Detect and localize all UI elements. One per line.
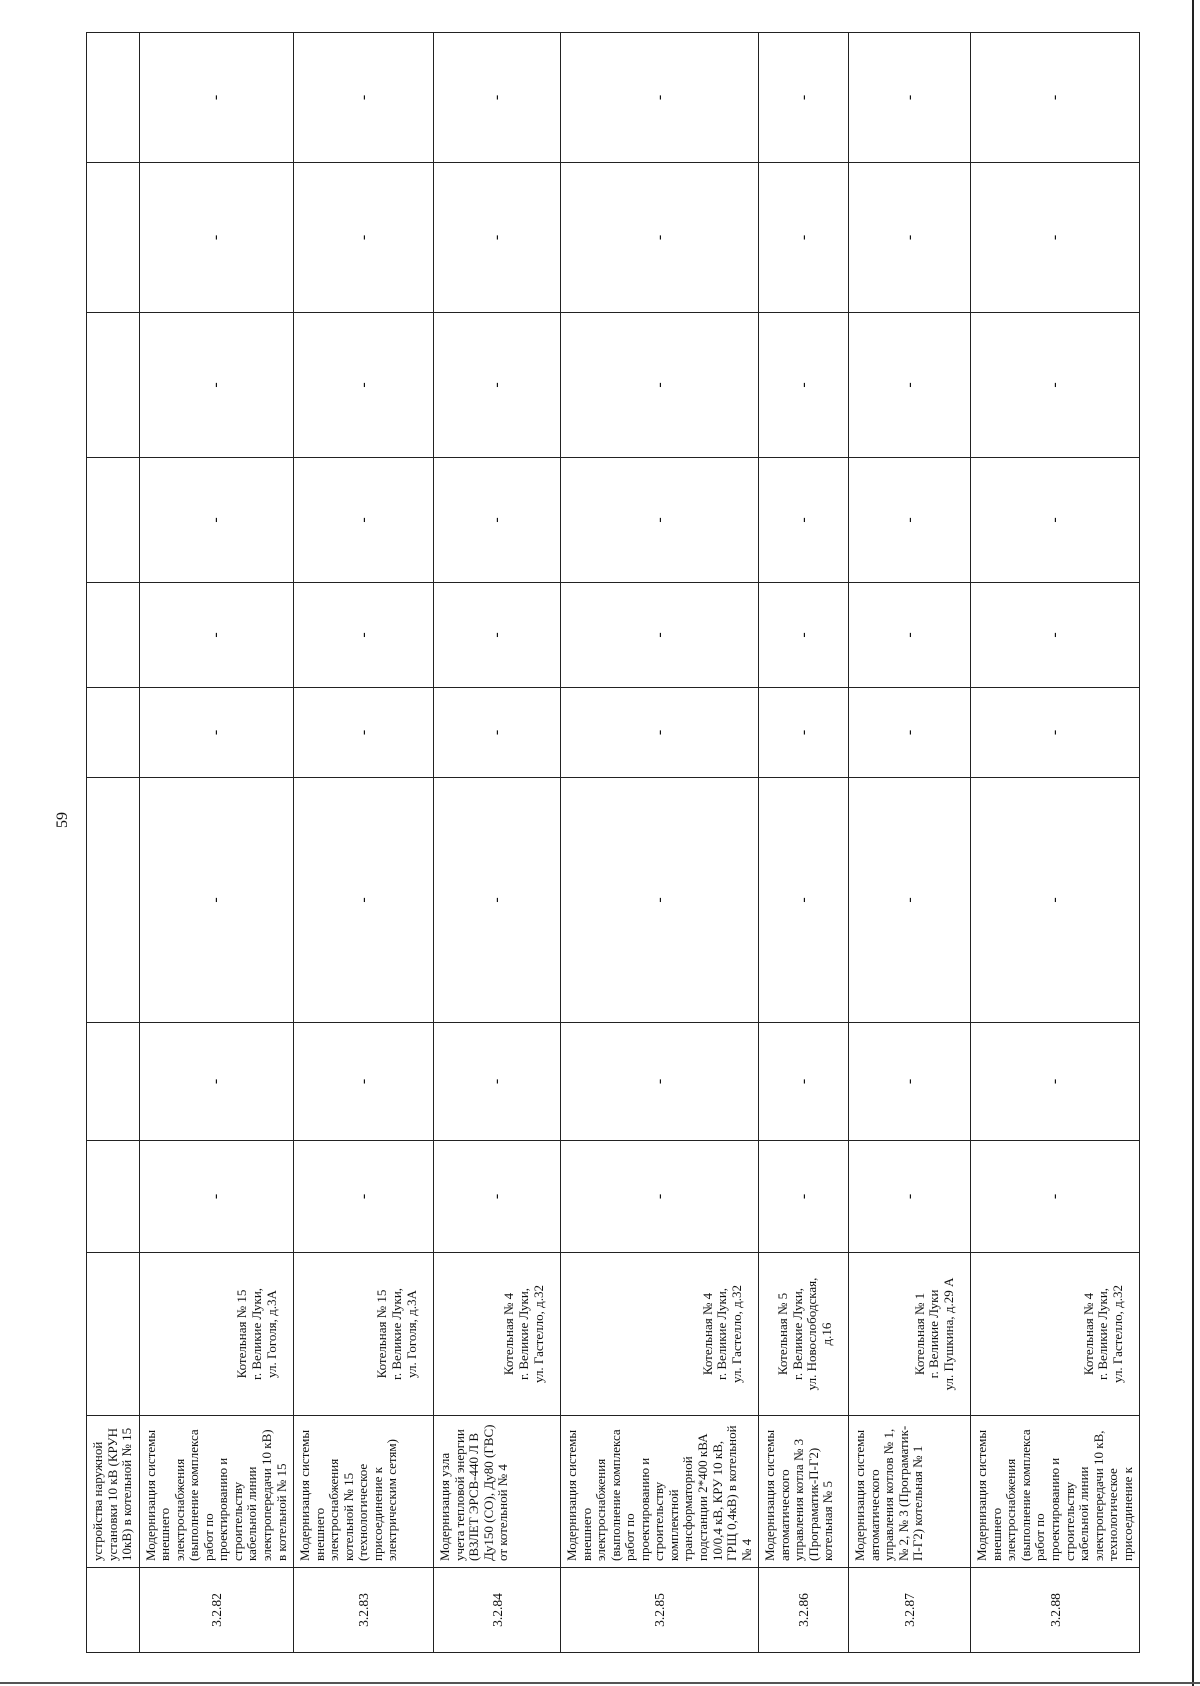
dash-cell: - bbox=[759, 1023, 849, 1141]
empty-cell bbox=[87, 1141, 140, 1253]
page-number: 59 bbox=[54, 812, 71, 828]
table-row bbox=[434, 33, 561, 1653]
dash-cell: - bbox=[434, 313, 561, 458]
dash-cell: - bbox=[971, 163, 1140, 313]
empty-cell bbox=[87, 688, 140, 778]
dash-cell: - bbox=[294, 688, 434, 778]
table-row bbox=[759, 33, 849, 1653]
dash-cell: - bbox=[139, 1023, 293, 1141]
dash-cell: - bbox=[294, 313, 434, 458]
empty-cell bbox=[87, 1023, 140, 1141]
dash-cell: - bbox=[561, 1141, 759, 1253]
dash-cell: - bbox=[434, 688, 561, 778]
dash-cell: - bbox=[759, 1141, 849, 1253]
table-row bbox=[849, 33, 971, 1653]
row-description-cell: Модернизация системы внешнего электроснабжения (выполнение комплекса работ по проектированию и строительству комплектной трансформаторной подстанции 2*400 кВА 10/0,4 кВ, КРУ 10 кВ, ГРЩ 0,4кВ) в котельной № 4 bbox=[561, 1416, 759, 1568]
empty-cell bbox=[87, 458, 140, 583]
dash-cell: - bbox=[139, 778, 293, 1023]
dash-cell: - bbox=[294, 1141, 434, 1253]
dash-cell: - bbox=[434, 458, 561, 583]
row-location-cell: Котельная № 15 г. Великие Луки, ул. Гоголя, д.3А bbox=[139, 1253, 293, 1416]
empty-cell bbox=[87, 313, 140, 458]
dash-cell: - bbox=[294, 33, 434, 163]
dash-cell: - bbox=[434, 163, 561, 313]
dash-cell: - bbox=[849, 33, 971, 163]
row-location-cell: Котельная № 1 г. Великие Луки ул. Пушкина, д.29 А bbox=[849, 1253, 971, 1416]
dash-cell: - bbox=[561, 778, 759, 1023]
row-location-cell: Котельная № 4 г. Великие Луки, ул. Гастелло, д.32 bbox=[561, 1253, 759, 1416]
row-description-cell: устройства наружной установки 10 кВ (КРУН 10кВ) в котельной № 15 bbox=[87, 1416, 140, 1568]
dash-cell: - bbox=[971, 583, 1140, 688]
empty-cell bbox=[87, 583, 140, 688]
dash-cell: - bbox=[139, 313, 293, 458]
dash-cell: - bbox=[561, 313, 759, 458]
dash-cell: - bbox=[434, 1023, 561, 1141]
table-row bbox=[561, 33, 759, 1653]
dash-cell: - bbox=[971, 33, 1140, 163]
dash-cell: - bbox=[139, 583, 293, 688]
row-number-cell: 3.2.85 bbox=[561, 1568, 759, 1653]
dash-cell: - bbox=[294, 1023, 434, 1141]
dash-cell: - bbox=[294, 778, 434, 1023]
scan-edge-bottom bbox=[0, 1682, 1200, 1684]
dash-cell: - bbox=[139, 1141, 293, 1253]
table-body bbox=[87, 33, 1140, 1653]
dash-cell: - bbox=[294, 583, 434, 688]
row-number-cell: 3.2.83 bbox=[294, 1568, 434, 1653]
row-number-cell: 3.2.82 bbox=[139, 1568, 293, 1653]
dash-cell: - bbox=[139, 458, 293, 583]
scan-edge-right bbox=[1192, 0, 1194, 1686]
dash-cell: - bbox=[849, 1023, 971, 1141]
empty-cell bbox=[87, 778, 140, 1023]
dash-cell: - bbox=[849, 583, 971, 688]
dash-cell: - bbox=[759, 33, 849, 163]
dash-cell: - bbox=[434, 1141, 561, 1253]
dash-cell: - bbox=[971, 1141, 1140, 1253]
dash-cell: - bbox=[759, 163, 849, 313]
row-description-cell: Модернизация узла учета тепловой энергии (ВЗЛЕТ ЭРСВ-440 Л В Ду150 (СО), Ду80 (ГВС) от котельной № 4 bbox=[434, 1416, 561, 1568]
table-row bbox=[139, 33, 293, 1653]
dash-cell: - bbox=[971, 688, 1140, 778]
dash-cell: - bbox=[759, 778, 849, 1023]
dash-cell: - bbox=[561, 33, 759, 163]
dash-cell: - bbox=[294, 163, 434, 313]
row-description-cell: Модернизация системы внешнего электроснабжения котельной № 15 (технологическое присоединение к электрическим сетям) bbox=[294, 1416, 434, 1568]
empty-cell bbox=[87, 33, 140, 163]
dash-cell: - bbox=[849, 1141, 971, 1253]
row-location-cell: Котельная № 5 г. Великие Луки, ул. Новослободская, д.16 bbox=[759, 1253, 849, 1416]
dash-cell: - bbox=[849, 688, 971, 778]
dash-cell: - bbox=[759, 583, 849, 688]
dash-cell: - bbox=[561, 458, 759, 583]
dash-cell: - bbox=[561, 583, 759, 688]
dash-cell: - bbox=[849, 163, 971, 313]
dash-cell: - bbox=[434, 33, 561, 163]
dash-cell: - bbox=[139, 163, 293, 313]
dash-cell: - bbox=[139, 688, 293, 778]
table-row bbox=[294, 33, 434, 1653]
row-location-cell: Котельная № 15 г. Великие Луки, ул. Гоголя, д.3А bbox=[294, 1253, 434, 1416]
row-description-cell: Модернизация системы внешнего электроснабжения (выполнение комплекса работ по проектированию и строительству кабельной линии электропередачи 10 кВ, технологическое присоединение к bbox=[971, 1416, 1140, 1568]
dash-cell: - bbox=[759, 313, 849, 458]
dash-cell: - bbox=[434, 778, 561, 1023]
dash-cell: - bbox=[759, 458, 849, 583]
dash-cell: - bbox=[561, 1023, 759, 1141]
dash-cell: - bbox=[971, 1023, 1140, 1141]
row-location-cell: Котельная № 4 г. Великие Луки, ул. Гастелло, д.32 bbox=[971, 1253, 1140, 1416]
empty-cell bbox=[87, 1253, 140, 1416]
dash-cell: - bbox=[971, 313, 1140, 458]
table-row bbox=[971, 33, 1140, 1653]
dash-cell: - bbox=[759, 688, 849, 778]
row-number-cell: 3.2.88 bbox=[971, 1568, 1140, 1653]
dash-cell: - bbox=[849, 458, 971, 583]
empty-cell bbox=[87, 163, 140, 313]
row-number-cell bbox=[87, 1568, 140, 1653]
row-number-cell: 3.2.86 bbox=[759, 1568, 849, 1653]
row-location-cell: Котельная № 4 г. Великие Луки, ул. Гастелло, д.32 bbox=[434, 1253, 561, 1416]
row-description-cell: Модернизация системы автоматического управления котла № 3 (Програматик-П-Г2) котельная № 5 bbox=[759, 1416, 849, 1568]
row-description-cell: Модернизация системы автоматического управления котлов № 1, № 2, № 3 (Програматик-П-Г2) котельная № 1 bbox=[849, 1416, 971, 1568]
dash-cell: - bbox=[434, 583, 561, 688]
table-row bbox=[87, 33, 140, 1653]
dash-cell: - bbox=[971, 458, 1140, 583]
investment-program-table bbox=[86, 32, 1140, 1653]
row-number-cell: 3.2.87 bbox=[849, 1568, 971, 1653]
row-number-cell: 3.2.84 bbox=[434, 1568, 561, 1653]
dash-cell: - bbox=[294, 458, 434, 583]
dash-cell: - bbox=[849, 778, 971, 1023]
dash-cell: - bbox=[139, 33, 293, 163]
dash-cell: - bbox=[561, 688, 759, 778]
rotated-table-container bbox=[86, 33, 1135, 1653]
dash-cell: - bbox=[971, 778, 1140, 1023]
row-description-cell: Модернизация системы внешнего электроснабжения (выполнение комплекса работ по проектированию и строительству кабельной линии электропередачи 10 кВ) в котельной № 15 bbox=[139, 1416, 293, 1568]
dash-cell: - bbox=[561, 163, 759, 313]
dash-cell: - bbox=[849, 313, 971, 458]
